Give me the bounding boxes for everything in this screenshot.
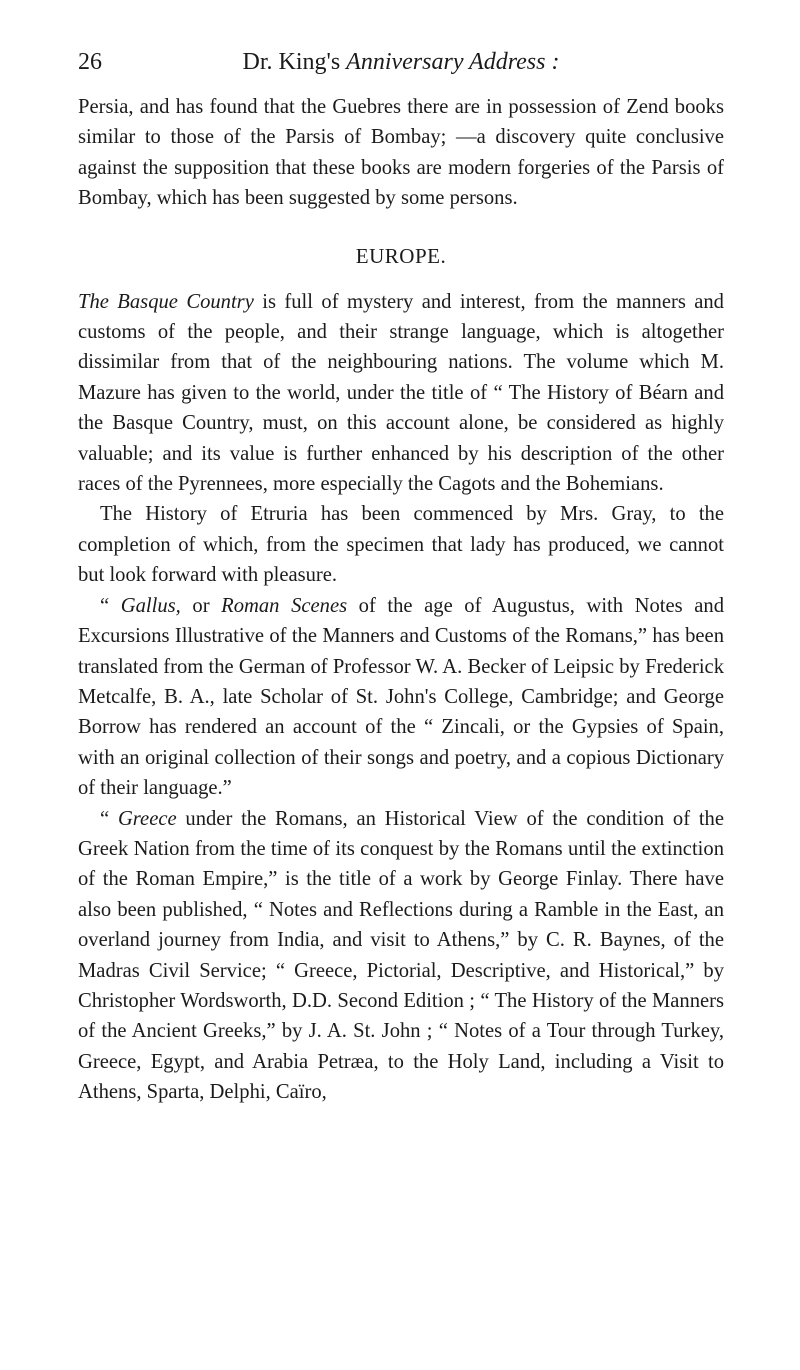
paragraph-greece [78,804,724,1108]
paragraph-persia [78,92,724,214]
paragraph-greece-text: under the Romans, an Historical View of the condition of the Greek Nation from the time of its conquest by the Romans until the extinction of the Roman Empire,” is the title of a work by George Finlay. There have also been published, “ Notes and Reflections during a Ramble in the East, an overland journey from India, and visit to Athens,” by C. R. Baynes, of the Madras Civil Service; “ Greece, Pictorial, Descriptive, and Historical,” by Christopher Wordsworth, D.D. Second Edition ; “ The History of the Manners of the Ancient Greeks,” by J. A. St. John ; “ Notes of a Tour through Turkey, Greece, Egypt, and Arabia Petræa, to the Holy Land, including a Visit to Athens, Sparta, Delphi, Caïro, [78,807,724,1104]
paragraph-etruria [78,499,724,590]
paragraph-persia-text: Persia, and has found that the Guebres there are in possession of Zend books similar to those of the Parsis of Bombay; —a discovery quite conclusive against the supposition that these books are modern forgeries of the Parsis of Bombay, which has been suggested by some persons. [78,96,724,210]
gallus-text-1: or [180,594,222,617]
running-title-prefix: Dr. King's [242,49,341,75]
roman-scenes-title: Roman Scenes [221,594,348,617]
paragraph-etruria-text: The History of Etruria has been commenced by Mrs. Gray, to the completion of which, from the specimen that lady has produced, we cannot but look forward with pleasure. [78,503,724,587]
page-number: 26 [78,49,102,75]
paragraph-basque [78,287,724,500]
paragraph-basque-text: is full of mystery and interest, from the manners and customs of the people, and their strange language, which is altogether dissimilar from that of the neighbouring nations. The volume which M. Mazure has given to the world, under the title of “ The History of Béarn and the Basque Country, must, on this account alone, be considered as highly valuable; and its value is further enhanced by his description of the other races of the Pyrennees, more especially the Cagots and the Bohemians. [78,290,724,496]
running-title-italic: Anniversary Address : [346,49,560,75]
greece-open-quote: “ [100,807,118,830]
basque-country-title: The Basque Country [78,290,254,313]
gallus-open-quote: “ [100,594,121,617]
running-title [78,44,724,80]
running-head [78,44,724,80]
section-heading-europe: EUROPE. [355,243,447,268]
body-text [78,92,724,1108]
greece-title: Greece [117,807,177,830]
gallus-text-2: of the age of Augustus, with Notes and Excursions Illustrative of the Manners and Customs of the Romans,” has been translated from the German of Professor W. A. Becker of Leipsic by Frederick Metcalfe, B. A., late Scholar of St. John's College, Cambridge; and George Borrow has rendered an account of the “ Zincali, or the Gypsies of Spain, with an original collection of their songs and poetry, and a copious Dictionary of their language.” [78,594,724,800]
gallus-title: Gallus, [120,594,181,617]
paragraph-gallus [78,591,724,804]
